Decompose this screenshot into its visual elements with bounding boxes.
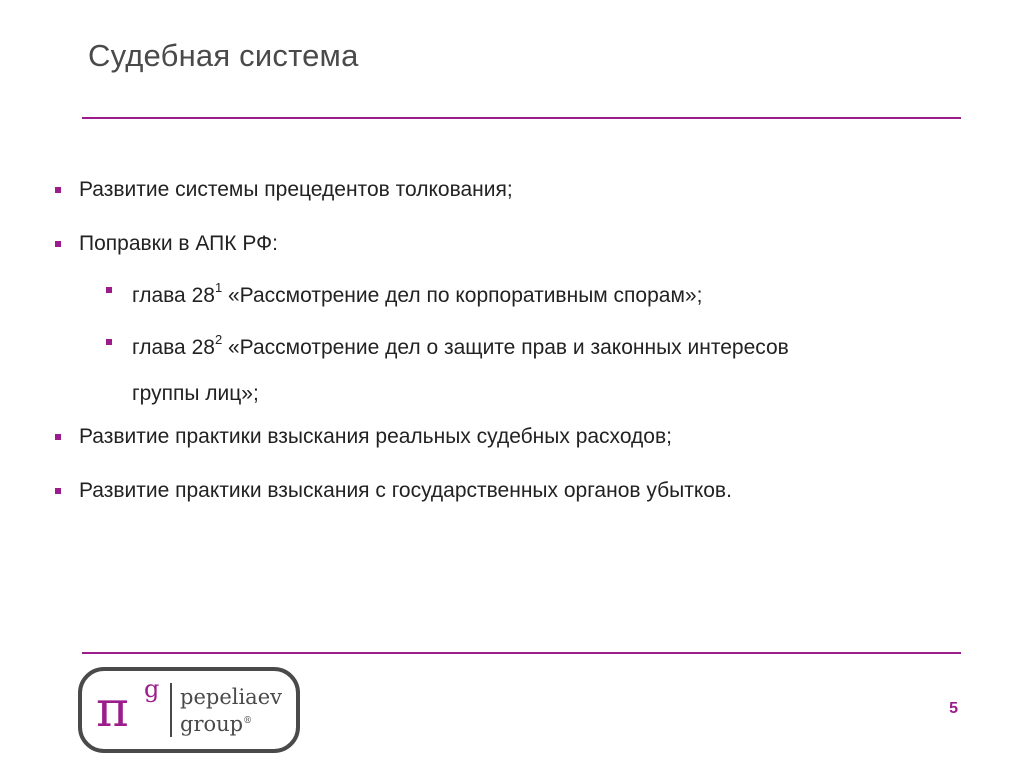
square-bullet-icon	[55, 488, 61, 494]
square-bullet-icon	[106, 339, 112, 345]
slide-title: Судебная система	[88, 38, 359, 73]
footer-divider	[82, 652, 961, 654]
square-bullet-icon	[55, 241, 61, 247]
chapter-prefix: глава 28	[132, 336, 215, 359]
list-item-text: Развитие практики взыскания реальных судебных расходов;	[79, 425, 672, 448]
list-item-text: «Рассмотрение дел по корпоративным спорам»;	[222, 284, 703, 307]
logo-g-superscript: g	[144, 675, 160, 703]
logo-word-group-text: group	[180, 712, 244, 736]
page-number: 5	[949, 700, 958, 717]
list-item-text: Развитие практики взыскания с государственных органов убытков.	[79, 479, 732, 502]
list-item-text: Поправки в АПК РФ:	[79, 232, 278, 255]
list-item	[52, 224, 982, 264]
list-item	[52, 417, 982, 457]
chapter-superscript: 2	[214, 332, 223, 347]
square-bullet-icon	[106, 287, 112, 293]
logo-word-group	[180, 709, 252, 736]
logo-word-pepeliaev: pepeliaev	[180, 685, 282, 709]
square-bullet-icon	[55, 187, 61, 193]
sub-list-item	[52, 319, 982, 417]
chapter-prefix: глава 28	[132, 284, 215, 307]
square-bullet-icon	[55, 434, 61, 440]
logo-divider	[170, 683, 172, 737]
bullet-list	[52, 170, 982, 511]
sub-list-item	[52, 267, 982, 319]
list-item	[52, 471, 982, 511]
list-item	[52, 170, 982, 210]
list-item-continuation: группы лиц»;	[132, 382, 259, 405]
registered-mark: ®	[243, 716, 253, 726]
chapter-superscript: 1	[214, 280, 223, 295]
list-item-text: «Рассмотрение дел о защите прав и законных интересов	[222, 336, 789, 359]
title-divider	[82, 117, 961, 119]
company-logo	[78, 667, 300, 753]
list-item-text: Развитие системы прецедентов толкования;	[79, 178, 513, 201]
logo-pi-symbol: π	[96, 680, 129, 738]
